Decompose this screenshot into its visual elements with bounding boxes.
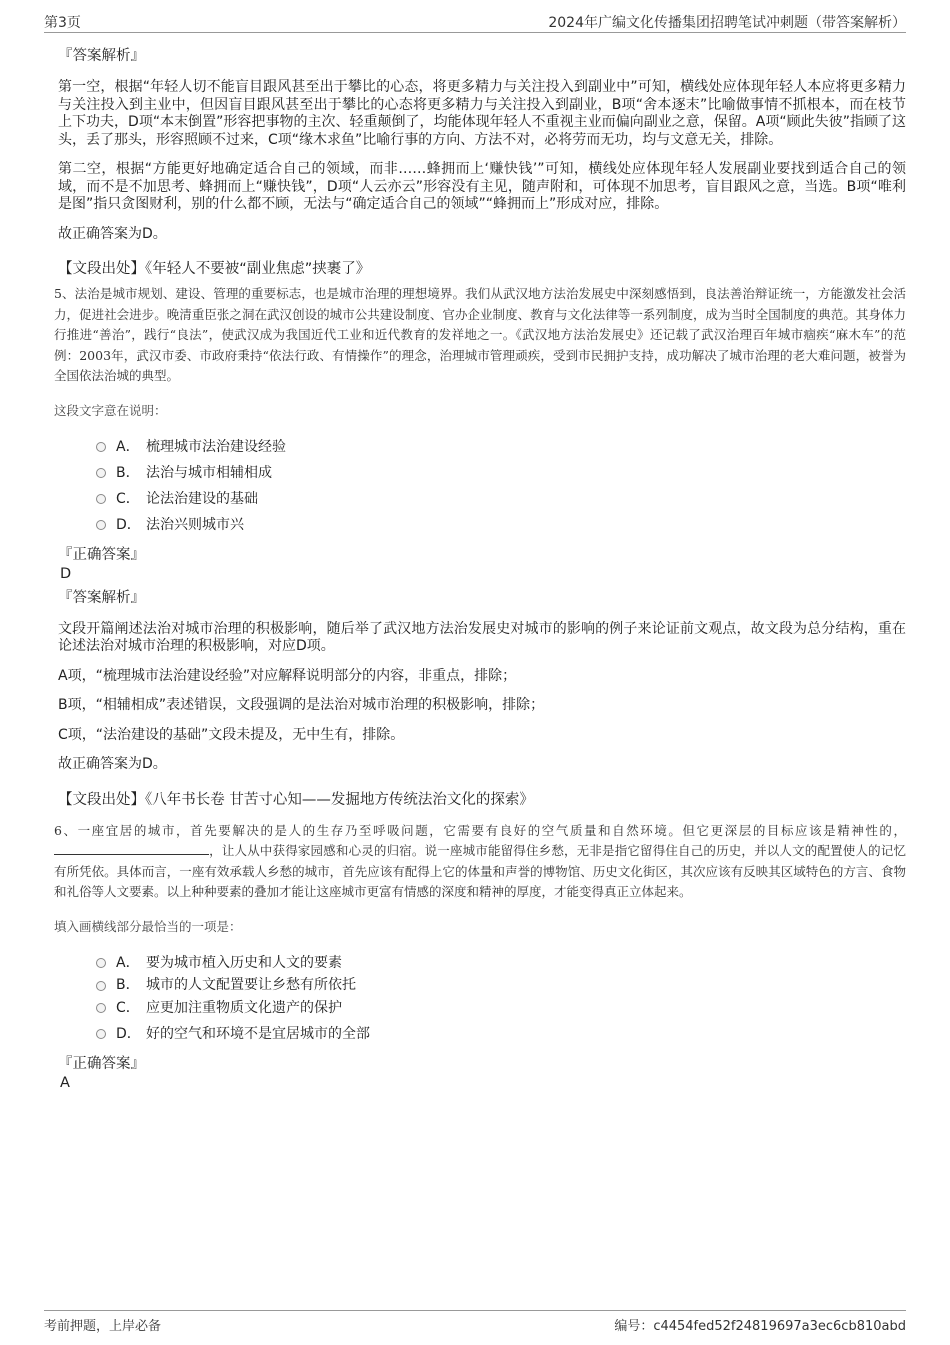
document-title: 2024年广编文化传播集团招聘笔试冲刺题（带答案解析） (548, 15, 906, 31)
fill-blank-line (54, 842, 209, 855)
footer-slogan: 考前押题，上岸必备 (44, 1319, 162, 1334)
page-footer (44, 1310, 906, 1337)
page-header (44, 10, 906, 33)
question-6-prompt: 填入画横线部分最恰当的一项是： (54, 918, 242, 934)
analysis-paragraph: 第二空，根据“方能更好地确定适合自己的领域，而非……蜂拥而上‘赚快钱’”可知，横线处应体现年轻人发展副业要找到适合自己的领域，而不是不加思考、蜂拥而上“赚快钱”，D项“人云亦云”形容没有主见，随声附和，可体现不加思考，盲目跟风之意，当选。B项“唯利是图”指只贪图财利，别的什么都不顾，无法与“确定适合自己的领域”“蜂拥而上”形成对应，排除。 (58, 161, 906, 212)
question-5-text: 5、法治是城市规划、建设、管理的重要标志，也是城市治理的理想境界。我们从武汉地方法治发展史中深刻感悟到，良法善治辩证统一，方能激发社会活力，促进社会进步。晚清重臣张之洞在武汉创设的城市公共建设制度、官办企业制度、教育与文化法律等一系列制度，成为当时全国制度的典范。其身体力行推进“善治”，践行“良法”，使武汉成为我国近代工业和近代教育的发祥地之一。《武汉地方法治发展史》还记载了武汉治理百年城市痼疾“麻木车”的范例：2003年，武汉市委、市政府秉持“依法行政、有情操作”的理念，治理城市管理顽疾，受到市民拥护支持，成功解决了城市治理的老大难问题，被誉为全国依法治城的典型。 (54, 286, 906, 383)
analysis-paragraph: C项，“法治建设的基础”文段未提及，无中生有，排除。 (58, 726, 405, 743)
answer-label: 『正确答案』 (58, 546, 145, 563)
document-id: 编号：c4454fed52f24819697a3ec6cb810abd (614, 1319, 906, 1334)
option-b[interactable]: B． 法治与城市相辅相成 (96, 459, 906, 485)
page-number: 第3页 (44, 15, 81, 31)
radio-button[interactable] (96, 1003, 106, 1013)
correct-answer: A (60, 1074, 70, 1091)
question-5-prompt: 这段文字意在说明： (54, 402, 167, 418)
option-c[interactable]: C． 应更加注重物质文化遗产的保护 (96, 994, 906, 1020)
option-b[interactable]: B． 城市的人文配置要让乡愁有所依托 (96, 975, 906, 994)
option-d[interactable]: D． 好的空气和环境不是宜居城市的全部 (96, 1020, 906, 1046)
conclusion: 故正确答案为D。 (58, 225, 167, 242)
radio-button[interactable] (96, 442, 106, 452)
page-content (54, 44, 906, 1095)
analysis-label: 『答案解析』 (58, 589, 145, 606)
analysis-paragraph: 第一空，根据“年轻人切不能盲目跟风甚至出于攀比的心态，将更多精力与关注投入到副业中”可知，横线处应体现年轻人本应将更多精力与关注投入到主业中，但因盲目跟风甚至出于攀比的心态将更多精力与关注投入到副业，B项“舍本逐末”比喻做事情不抓根本，而在枝节上下功夫，D项“本末倒置”形容把事物的主次、轻重颠倒了，均能体现年轻人不重视主业而偏向副业之意，保留。A项“顾此失彼”指顾了这头，丢了那头，形容照顾不过来，C项“缘木求鱼”比喻行事的方向、方法不对，必将劳而无功，均与文意无关，排除。 (58, 79, 906, 148)
analysis-paragraph: A项，“梳理城市法治建设经验”对应解释说明部分的内容，非重点，排除； (58, 667, 517, 684)
radio-button[interactable] (96, 494, 106, 504)
analysis-label: 『答案解析』 (58, 48, 145, 64)
option-d[interactable]: D． 法治兴则城市兴 (96, 511, 906, 537)
radio-button[interactable] (96, 981, 106, 991)
analysis-paragraph: 文段开篇阐述法治对城市治理的积极影响，随后举了武汉地方法治发展史对城市的影响的例子来论证前文观点，故文段为总分结构，重在论述法治对城市治理的积极影响，对应D项。 (58, 620, 906, 654)
radio-button[interactable] (96, 1029, 106, 1039)
source-citation: 【文段出处】《八年书长卷 甘苦寸心知——发掘地方传统法治文化的探索》 (58, 791, 534, 808)
question-6-options (96, 949, 906, 1046)
option-a[interactable]: A． 梳理城市法治建设经验 (96, 433, 906, 459)
option-c[interactable]: C． 论法治建设的基础 (96, 485, 906, 511)
analysis-paragraph: B项，“相辅相成”表述错误，文段强调的是法治对城市治理的积极影响，排除； (58, 697, 545, 713)
source-citation: 【文段出处】《年轻人不要被“副业焦虑”挟裹了》 (58, 261, 371, 277)
radio-button[interactable] (96, 520, 106, 530)
option-a[interactable]: A． 要为城市植入历史和人文的要素 (96, 949, 906, 975)
radio-button[interactable] (96, 958, 106, 968)
question-5-options (96, 433, 906, 537)
radio-button[interactable] (96, 468, 106, 478)
answer-label: 『正确答案』 (58, 1055, 145, 1072)
question-6-text: 6、一座宜居的城市，首先要解决的是人的生存乃至呼吸问题，它需要有良好的空气质量和自然环境。但它更深层的目标应该是精神性的，，让人从中获得家园感和心灵的归宿。说一座城市能留得住乡愁，无非是指它留得住自己的历史，并以人文的配置使人的记忆有所凭依。具体而言，一座有效承载人乡愁的城市，首先应该有配得上它的体量和声誉的博物馆、历史文化街区，其次应该有反映其区域特色的方言、食物和礼俗等人文要素。以上种种要素的叠加才能让这座城市更富有情感的深度和精神的厚度，才能变得真正立体起来。 (54, 822, 906, 899)
correct-answer: D (60, 565, 72, 582)
conclusion: 故正确答案为D。 (58, 756, 167, 772)
